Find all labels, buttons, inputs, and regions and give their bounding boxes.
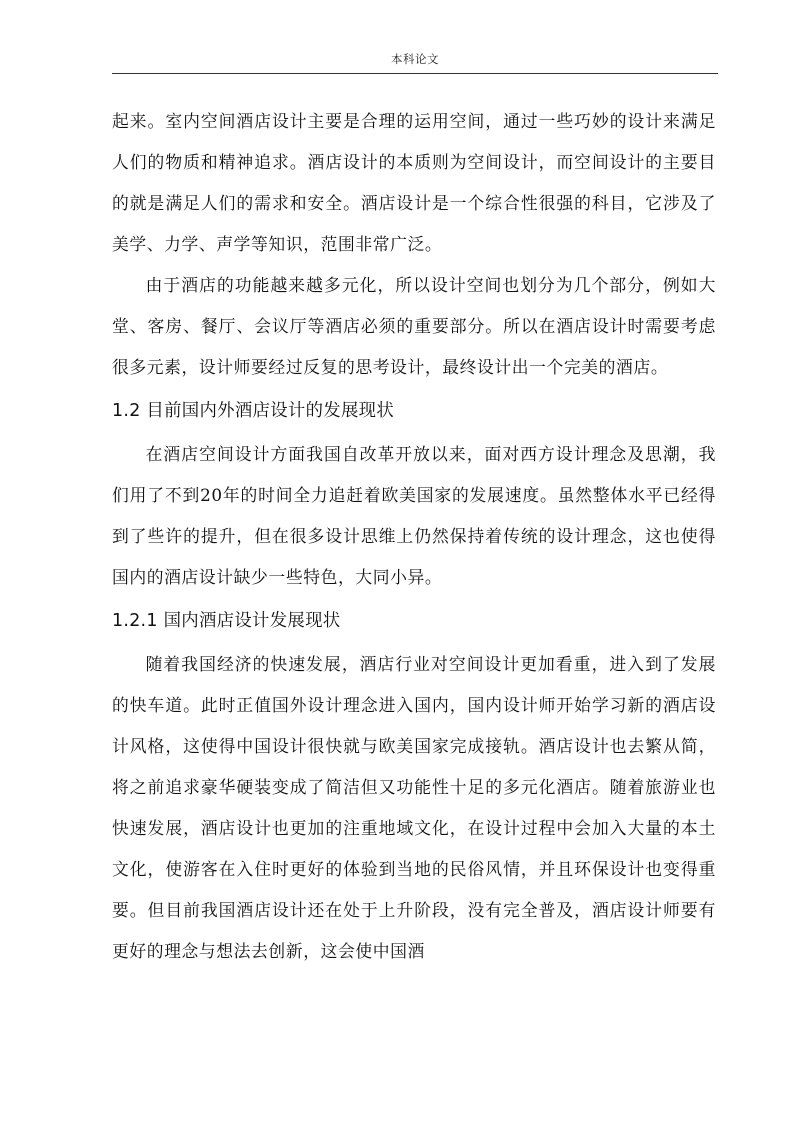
paragraph-1: 起来。室内空间酒店设计主要是合理的运用空间，通过一些巧妙的设计来满足人们的物质和精神追求。酒店设计的本质则为空间设计，而空间设计的主要目的就是满足人们的需求和安全。酒店设计是一个综合性很强的科目，它涉及了美学、力学、声学等知识，范围非常广泛。: [112, 111, 716, 254]
document-body: [112, 101, 716, 972]
paragraph-3: 在酒店空间设计方面我国自改革开放以来，面对西方设计理念及思潮，我们用了不到20年的时间全力追赶着欧美国家的发展速度。虽然整体水平已经得到了些许的提升，但在很多设计思维上仍然保持着传统的设计理念，这也使得国内的酒店设计缺少一些特色，大同小异。: [112, 444, 716, 587]
page-header: [112, 49, 718, 74]
section-heading-1-2-1: 1.2.1 国内酒店设计发展现状: [112, 611, 341, 631]
paragraph-2: 由于酒店的功能越来越多元化，所以设计空间也划分为几个部分，例如大堂、客房、餐厅、会议厅等酒店必须的重要部分。所以在酒店设计时需要考虑很多元素，设计师要经过反复的思考设计，最终设计出一个完美的酒店。: [112, 275, 716, 377]
section-heading-1-2: 1.2 目前国内外酒店设计的发展现状: [112, 401, 395, 421]
paragraph-4: 随着我国经济的快速发展，酒店行业对空间设计更加看重，进入到了发展的快车道。此时正值国外设计理念进入国内，国内设计师开始学习新的酒店设计风格，这使得中国设计很快就与欧美国家完成接轨。酒店设计也去繁从简，将之前追求豪华硬装变成了简洁但又功能性十足的多元化酒店。随着旅游业也快速发展，酒店设计也更加的注重地域文化，在设计过程中会加入大量的本土文化，使游客在入住时更好的体验到当地的民俗风情，并且环保设计也变得重要。但目前我国酒店设计还在处于上升阶段，没有完全普及，酒店设计师要有更好的理念与想法去创新，这会使中国酒: [112, 654, 716, 961]
header-title: 本科论文: [391, 52, 439, 66]
